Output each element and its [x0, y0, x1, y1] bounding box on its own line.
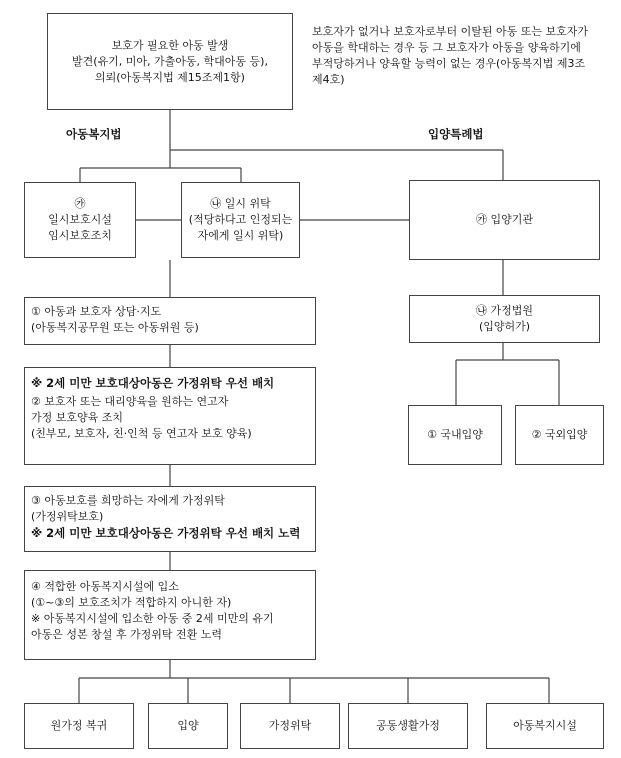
- temporary-consignment-line: (적당하다고 인정되는: [188, 213, 293, 226]
- temporary-shelter-line: ㉮: [74, 197, 86, 210]
- family-court-line: ㉯ 가정법원: [475, 304, 533, 317]
- domestic-adoption-label: ① 국내입양: [427, 428, 483, 441]
- outcome-label: 원가정 복귀: [50, 719, 108, 732]
- step3-line: ③ 아동보호를 희망하는 자에게 가정위탁: [31, 494, 225, 507]
- step3-priority-note: ※ 2세 미만 보호대상아동은 가정위탁 우선 배치 노력: [31, 526, 301, 540]
- side-note-line: 아동을 학대하는 경우 등 그 보호자가 아동을 양육하기에: [312, 41, 581, 54]
- step2-box: [24, 367, 316, 465]
- start-box: [47, 13, 293, 110]
- step3-line: (가정위탁보호): [31, 510, 104, 523]
- family-court-box: [409, 295, 600, 343]
- step4-line: (①~③의 보호조치가 적합하지 아니한 자): [31, 596, 232, 609]
- start-box-line: 발견(유기, 미아, 가출아동, 학대아동 등),: [72, 54, 268, 68]
- step1-line: (아동복지공무원 또는 아동위원 등): [31, 321, 199, 334]
- overseas-adoption-box: [515, 405, 604, 465]
- temporary-shelter-line: 일시보호시설: [48, 213, 112, 226]
- side-note-line: 제4호): [312, 73, 345, 86]
- adoption-agency-label: ㉮ 입양기관: [475, 213, 533, 226]
- domestic-adoption-box: [408, 405, 502, 465]
- child-welfare-act-label: 아동복지법: [66, 127, 122, 141]
- adoption-act-label: 입양특례법: [428, 127, 484, 141]
- step2-line: 가정 보호양육 조치: [31, 411, 124, 424]
- step2-line: ② 보호자 또는 대리양육을 원하는 연고자: [31, 395, 229, 408]
- outcome-group-home: [348, 703, 468, 749]
- overseas-adoption-label: ② 국외입양: [531, 428, 588, 441]
- outcome-label: 공동생활가정: [376, 719, 440, 732]
- step3-box: [24, 486, 316, 552]
- outcome-foster-care: [240, 703, 340, 749]
- outcome-label: 아동복지시설: [513, 719, 577, 732]
- side-note-line: 부적당하거나 양육할 능력이 없는 경우(아동복지법 제3조: [312, 57, 586, 70]
- start-box-line: 의뢰(아동복지법 제15조제1항): [95, 70, 245, 84]
- temporary-shelter-line: 임시보호조치: [48, 229, 112, 242]
- outcome-return-home: [24, 703, 134, 749]
- step1-box: [24, 297, 316, 345]
- outcome-child-welfare-facility: [486, 703, 604, 749]
- temporary-consignment-line: ㉯ 일시 위탁: [210, 197, 271, 210]
- temporary-consignment-box: [181, 182, 300, 258]
- temporary-shelter-box: [24, 182, 136, 258]
- step4-line: ※ 아동복지시설에 입소한 아동 중 2세 미만의 유기: [31, 612, 274, 625]
- step4-line: 아동은 성본 창설 후 가정위탁 전환 노력: [31, 628, 222, 641]
- step1-line: ① 아동과 보호자 상담·지도: [31, 305, 162, 318]
- step4-box: [24, 570, 316, 660]
- step4-line: ④ 적합한 아동복지시설에 입소: [31, 580, 179, 593]
- side-note: [312, 24, 617, 88]
- outcome-adoption: [148, 703, 228, 749]
- side-note-line: 보호자가 없거나 보호자로부터 이탈된 아동 또는 보호자가: [312, 25, 589, 38]
- family-court-line: (입양허가): [478, 320, 531, 333]
- temporary-consignment-line: 자에게 일시 위탁): [197, 229, 284, 242]
- start-box-line: 보호가 필요한 아동 발생: [111, 38, 229, 52]
- step2-line: (친부모, 보호자, 친·인척 등 연고자 보호 양육): [31, 427, 252, 440]
- outcome-label: 입양: [177, 719, 199, 732]
- step2-priority-note: ※ 2세 미만 보호대상아동은 가정위탁 우선 배치: [31, 376, 275, 390]
- adoption-agency-box: [409, 180, 600, 260]
- outcome-label: 가정위탁: [268, 719, 312, 732]
